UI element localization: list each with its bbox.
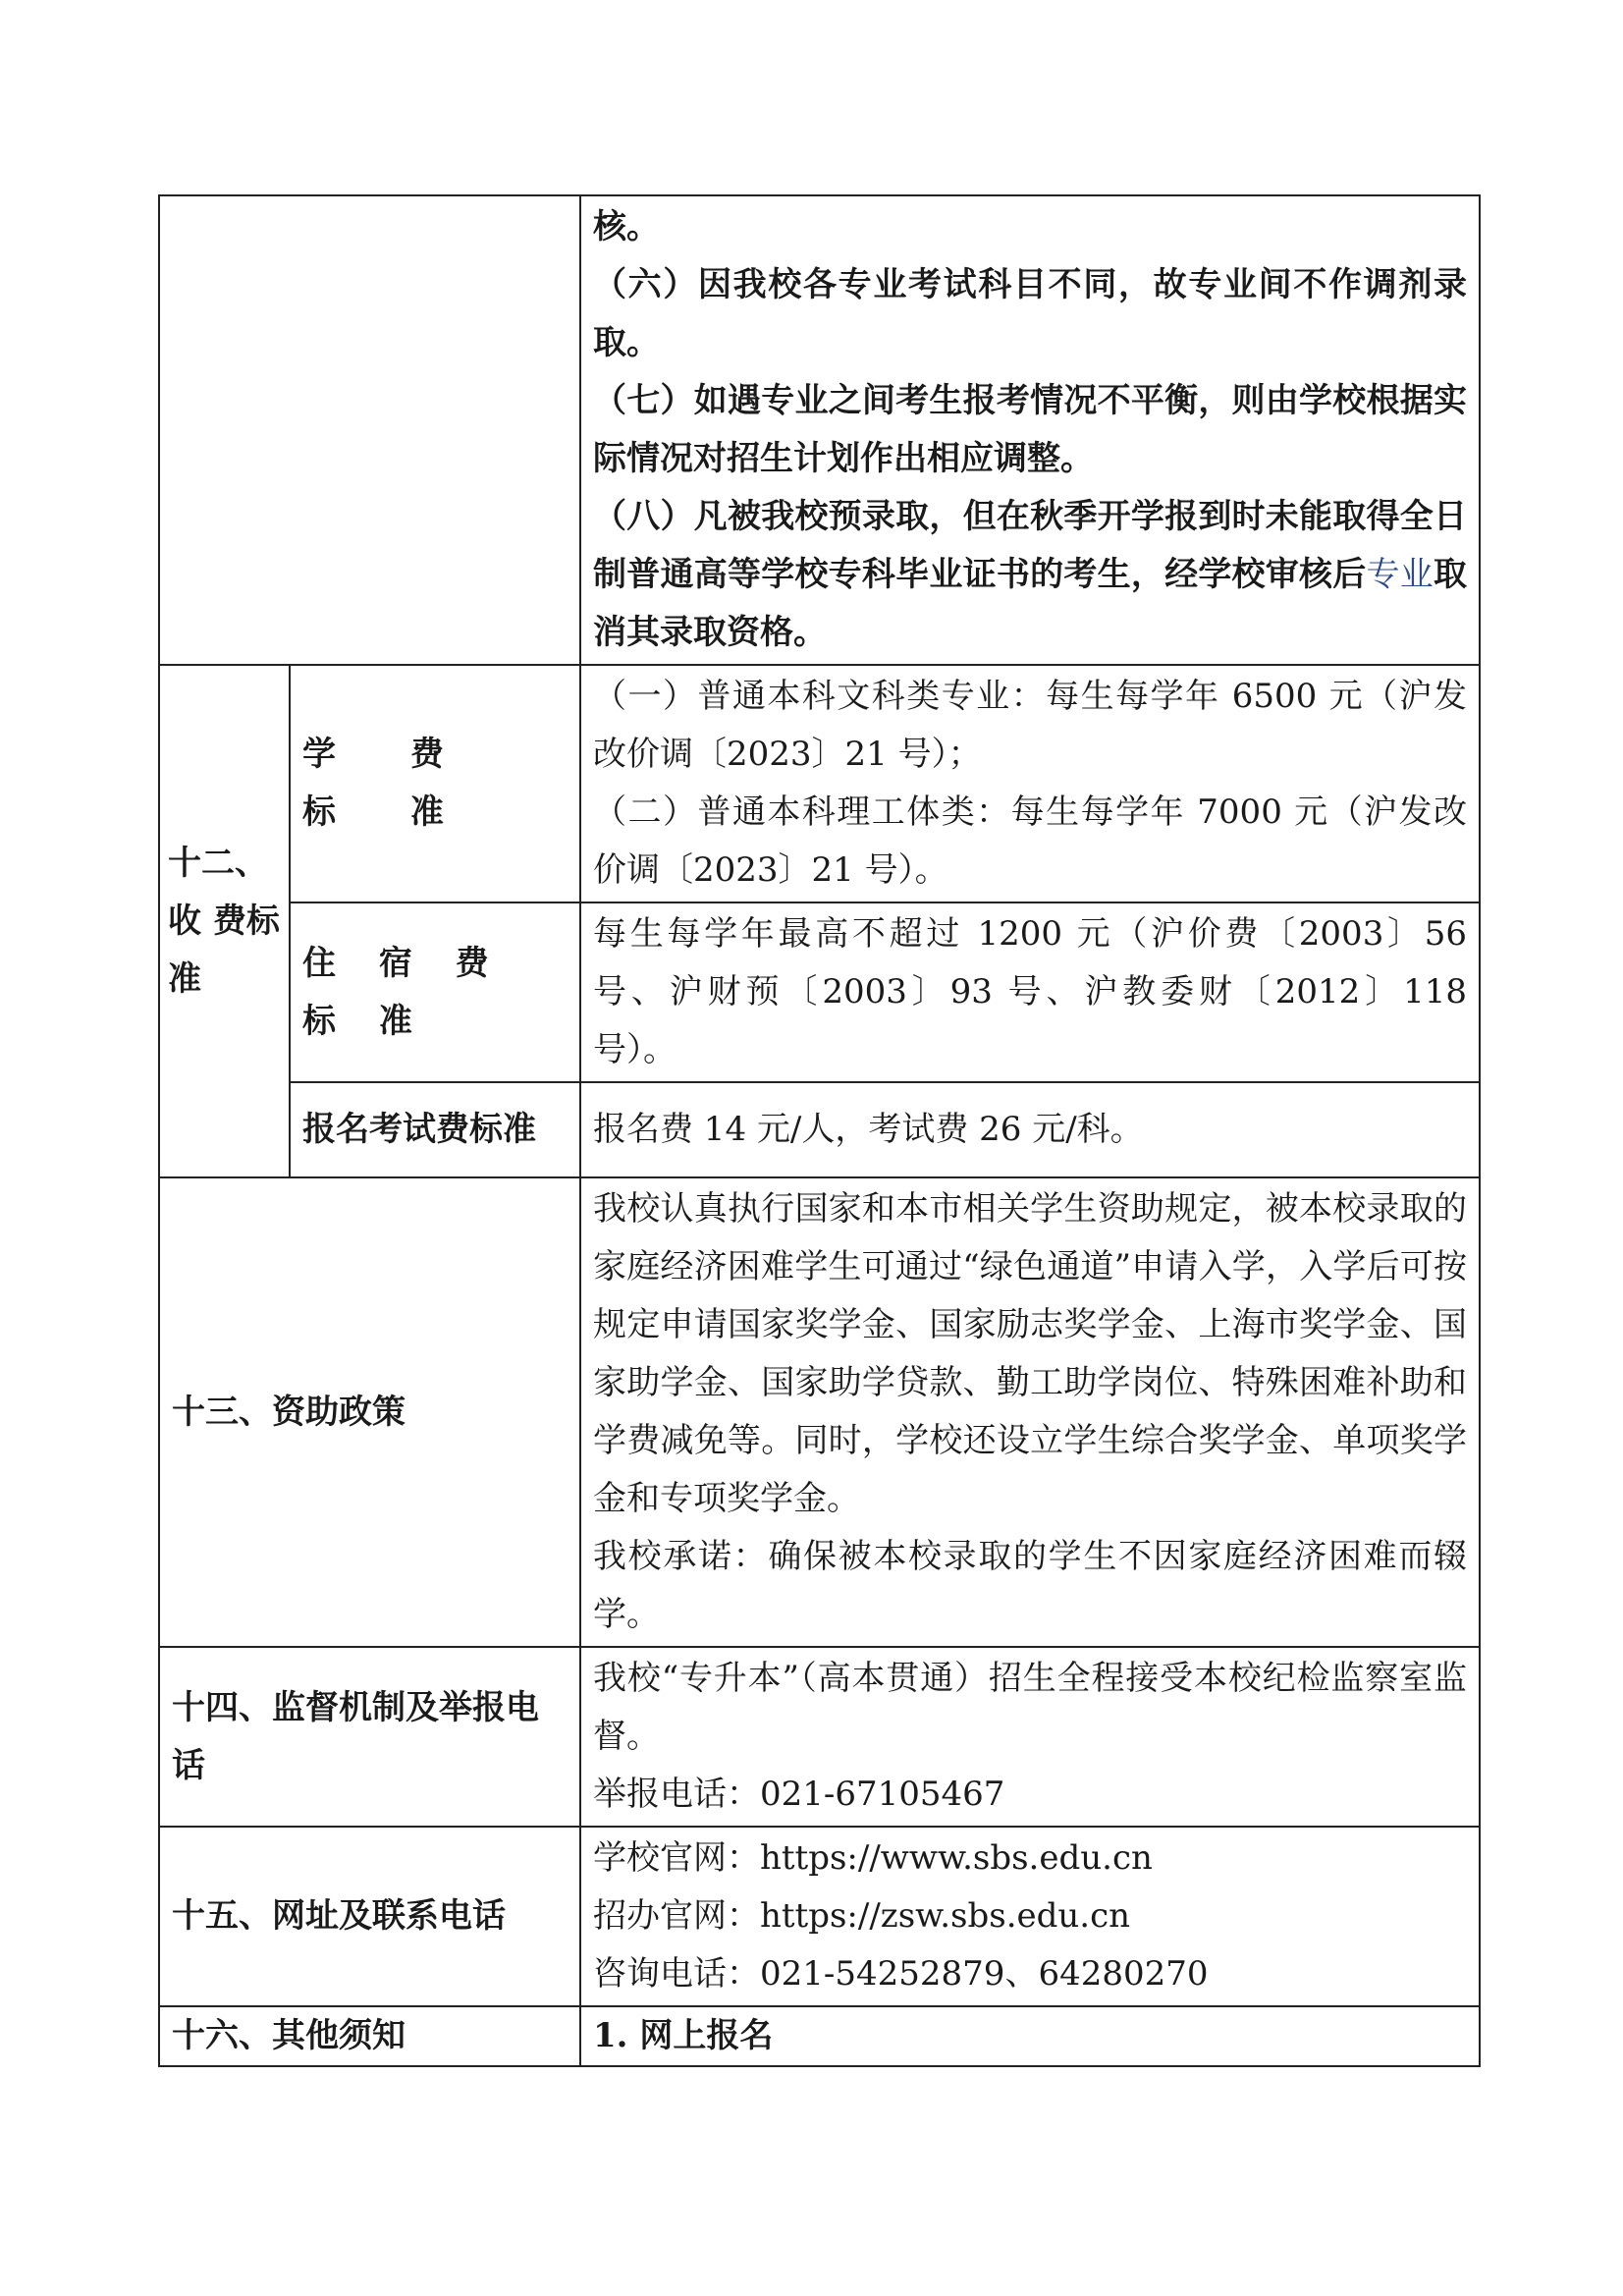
- accommodation-label: 住 宿 费 标 准: [290, 902, 580, 1082]
- aid-content: [580, 1177, 1480, 1647]
- contact-admissions-site: 招办官网：https://zsw.sbs.edu.cn: [593, 1896, 1131, 1936]
- tuition-label: 学 费 标 准: [290, 665, 580, 902]
- other-item1: 1. 网上报名: [580, 2006, 1480, 2066]
- accommodation-row: [159, 902, 1480, 1082]
- contact-website: 学校官网：https://www.sbs.edu.cn: [593, 1838, 1153, 1878]
- notes-line1: 核。: [593, 207, 660, 246]
- notes-item6: （六）因我校各专业考试科目不同，故专业间不作调剂录取。: [593, 265, 1467, 362]
- admission-notes-cell: [580, 195, 1480, 665]
- supervision-text: 我校“专升本”（高本贯通）招生全程接受本校纪检监察室监督。: [593, 1659, 1467, 1756]
- supervision-section-title: 十四、监督机制及举报电话: [159, 1647, 580, 1827]
- tuition-row: [159, 665, 1480, 902]
- exam-fee-row: [159, 1082, 1480, 1177]
- contact-section-title: 十五、网址及联系电话: [159, 1827, 580, 2006]
- tuition-item1: （一）普通本科文科类专业：每生每学年 6500 元（沪发改价调〔2023〕21 号）；: [593, 677, 1467, 774]
- admission-info-table: [158, 194, 1481, 2067]
- fees-section-title: 十二、收 费标准: [159, 665, 290, 1177]
- empty-label-cell: [159, 195, 580, 665]
- aid-para1: 我校认真执行国家和本市相关学生资助规定，被本校录取的家庭经济困难学生可通过“绿色通道”申请入学，入学后可按规定申请国家奖学金、国家励志奖学金、上海市奖学金、国家助学金、国家助学贷款、勤工助学岗位、特殊困难补助和学费减免等。同时，学校还设立学生综合奖学金、单项奖学金和专项奖学金。: [593, 1189, 1467, 1518]
- aid-row: [159, 1177, 1480, 1647]
- supervision-content: [580, 1647, 1480, 1827]
- notes-item8: [593, 488, 1467, 662]
- exam-fee-content: 报名费 14 元/人，考试费 26 元/科。: [580, 1082, 1480, 1177]
- supervision-phone: 举报电话：021-67105467: [593, 1775, 1005, 1814]
- notes-item8-part2: 取消其录取资格。: [593, 555, 1468, 652]
- supervision-row: [159, 1647, 1480, 1827]
- tuition-content: [580, 665, 1480, 902]
- aid-section-title: 十三、资助政策: [159, 1177, 580, 1647]
- aid-para2: 我校承诺：确保被本校录取的学生不因家庭经济困难而辍学。: [593, 1537, 1467, 1634]
- exam-fee-label: 报名考试费标准: [290, 1082, 580, 1177]
- other-row: [159, 2006, 1480, 2066]
- notes-item8-part1: （八）凡被我校预录取，但在秋季开学报到时未能取得全日制普通高等学校专科毕业证书的考生，经学校审核后: [593, 497, 1467, 594]
- notes-item8-highlight: 专业: [1366, 555, 1434, 594]
- tuition-item2: （二）普通本科理工体类：每生每学年 7000 元（沪发改价调〔2023〕21 号）。: [593, 793, 1467, 890]
- accommodation-content: 每生每学年最高不超过 1200 元（沪价费〔2003〕56 号、沪财预〔2003〕93 号、沪教委财〔2012〕118 号）。: [580, 902, 1480, 1082]
- other-section-title: 十六、其他须知: [159, 2006, 580, 2066]
- admission-notes-row: [159, 195, 1480, 665]
- contact-row: [159, 1827, 1480, 2006]
- contact-phone: 咨询电话：021-54252879、64280270: [593, 1954, 1209, 1994]
- notes-item7: （七）如遇专业之间考生报考情况不平衡，则由学校根据实际情况对招生计划作出相应调整。: [593, 381, 1467, 478]
- contact-content: [580, 1827, 1480, 2006]
